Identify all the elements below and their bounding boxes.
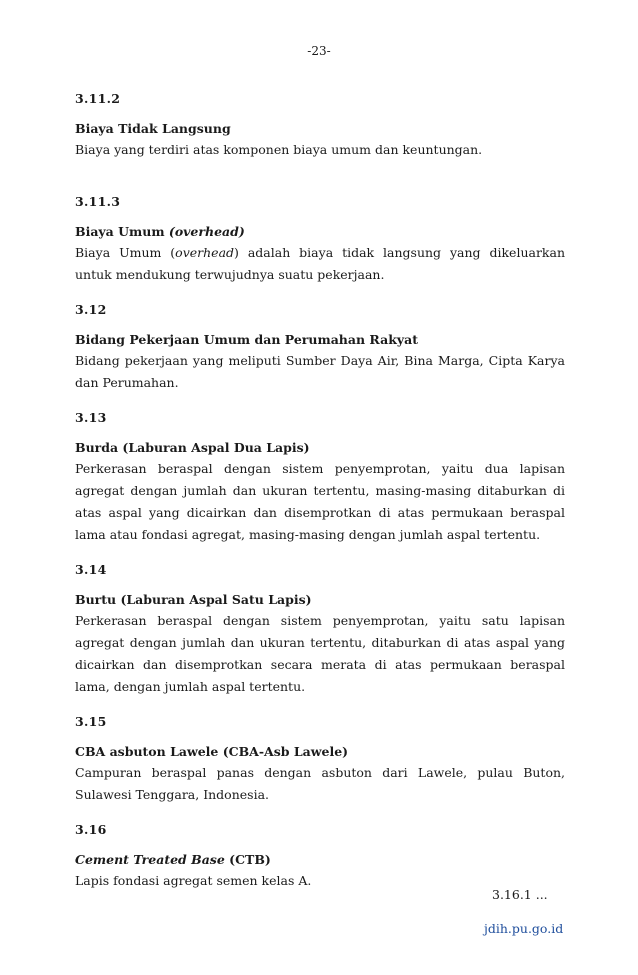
section-3-12 xyxy=(75,300,565,394)
document-content xyxy=(75,89,565,892)
section-number: 3.12 xyxy=(75,302,107,317)
section-3-11-3 xyxy=(75,192,565,286)
section-title: Cement Treated Base (CTB) xyxy=(75,852,271,867)
section-3-14 xyxy=(75,560,565,698)
section-number: 3.15 xyxy=(75,714,107,729)
footer-link[interactable]: jdih.pu.go.id xyxy=(484,921,564,936)
section-body: Lapis fondasi agregat semen kelas A. xyxy=(75,873,312,888)
section-title: Biaya Tidak Langsung xyxy=(75,121,231,136)
section-title: Bidang Pekerjaan Umum dan Perumahan Rakyat xyxy=(75,332,418,347)
section-title: Biaya Umum (overhead) xyxy=(75,224,245,239)
section-body: Biaya Umum (overhead) adalah biaya tidak langsung yang dikeluarkan untuk mendukung terwujudnya suatu pekerjaan. xyxy=(75,245,565,282)
section-3-11-2 xyxy=(75,89,565,161)
section-number: 3.11.2 xyxy=(75,91,121,106)
section-3-15 xyxy=(75,712,565,806)
section-number: 3.14 xyxy=(75,562,107,577)
section-body: Bidang pekerjaan yang meliputi Sumber Daya Air, Bina Marga, Cipta Karya dan Perumahan. xyxy=(75,353,565,390)
continuation-marker: 3.16.1 ... xyxy=(492,887,548,902)
section-title: Burda (Laburan Aspal Dua Lapis) xyxy=(75,440,310,455)
section-title: CBA asbuton Lawele (CBA-Asb Lawele) xyxy=(75,744,349,759)
section-number: 3.13 xyxy=(75,410,107,425)
section-number: 3.16 xyxy=(75,822,107,837)
section-3-13 xyxy=(75,408,565,546)
section-body: Biaya yang terdiri atas komponen biaya umum dan keuntungan. xyxy=(75,142,483,157)
section-body: Campuran beraspal panas dengan asbuton dari Lawele, pulau Buton, Sulawesi Tenggara, Indonesia. xyxy=(75,765,565,802)
page-number: -23- xyxy=(307,44,331,58)
section-number: 3.11.3 xyxy=(75,194,121,209)
section-3-16 xyxy=(75,820,565,892)
section-body: Perkerasan beraspal dengan sistem penyemprotan, yaitu satu lapisan agregat dengan jumlah dan ukuran tertentu, ditaburkan di atas aspal yang dicairkan dan disemprotkan secara merata di atas permukaan beraspal lama, dengan jumlah aspal tertentu. xyxy=(75,613,565,694)
section-title: Burtu (Laburan Aspal Satu Lapis) xyxy=(75,592,312,607)
section-body: Perkerasan beraspal dengan sistem penyemprotan, yaitu dua lapisan agregat dengan jumlah dan ukuran tertentu, masing-masing ditaburkan di atas aspal yang dicairkan dan disemprotkan di atas permukaan beraspal lama atau fondasi agregat, masing-masing dengan jumlah aspal tertentu. xyxy=(75,461,565,542)
